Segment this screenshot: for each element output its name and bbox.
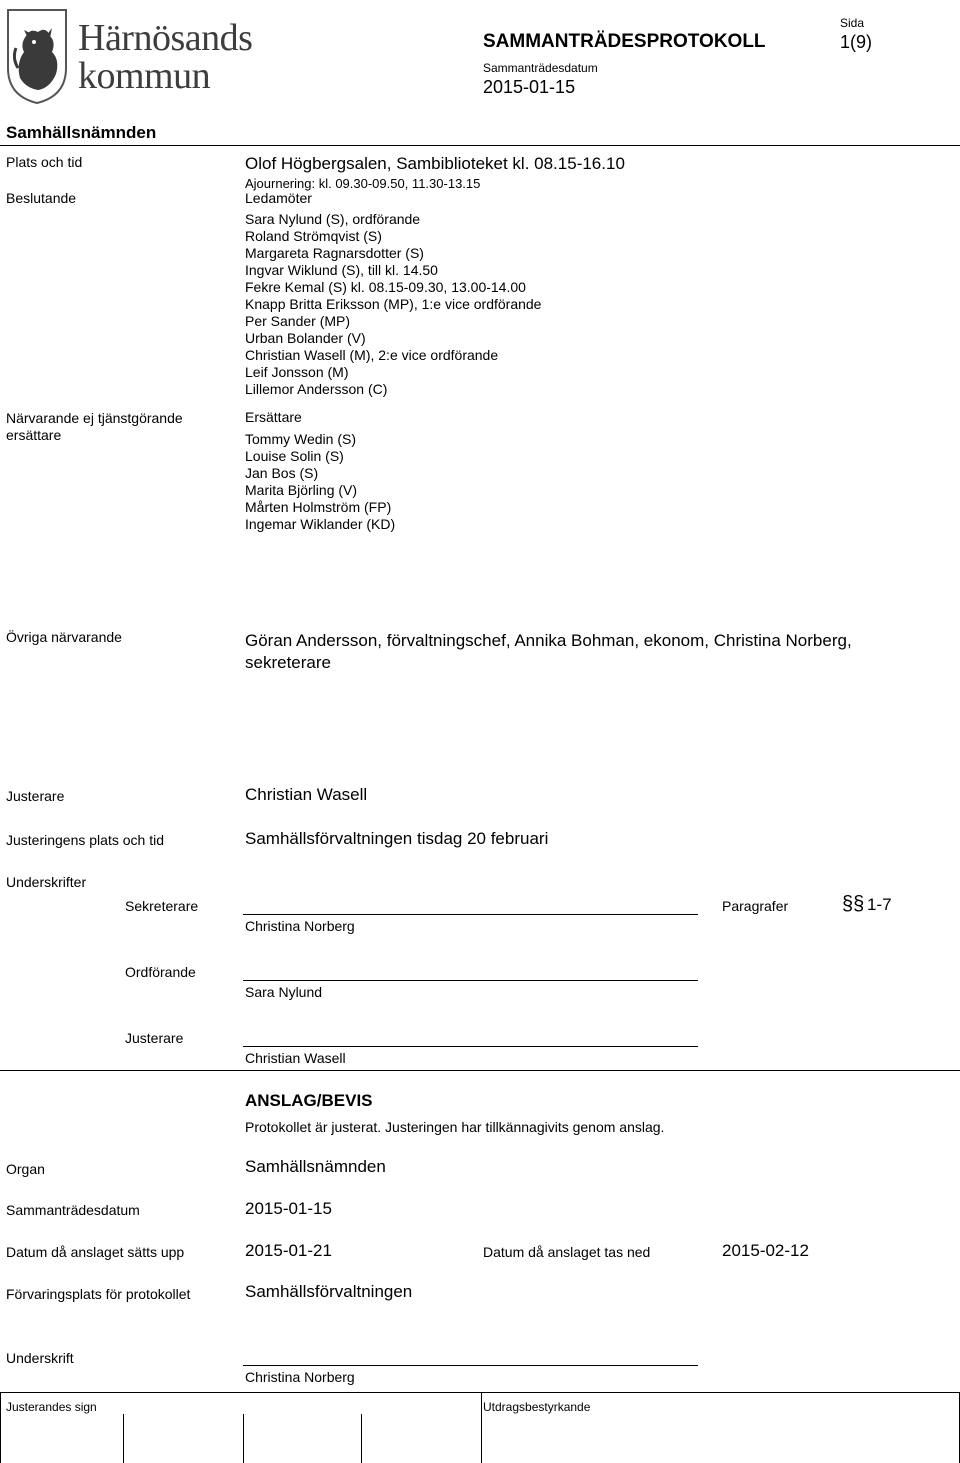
notice-divider — [0, 1070, 960, 1071]
others-line2: sekreterare — [245, 653, 331, 672]
member-item: Fekre Kemal (S) kl. 08.15-09.30, 13.00-14.00 — [245, 279, 526, 295]
adjuster-signature-line — [243, 1046, 698, 1047]
storage-value: Samhällsförvaltningen — [245, 1282, 413, 1301]
notice-text: Protokollet är justerat. Justeringen har tillkännagivits genom anslag. — [245, 1119, 665, 1135]
substitute-item: Mårten Holmström (FP) — [245, 499, 392, 515]
notice-date-label: Sammanträdesdatum — [6, 1202, 140, 1218]
paragraphs-label: Paragrafer — [722, 898, 789, 914]
adjusters-sign-label: Justerandes sign — [6, 1400, 97, 1414]
notice-signature-line — [243, 1365, 698, 1366]
member-item: Knapp Britta Eriksson (MP), 1:e vice ordförande — [245, 296, 542, 312]
sign-box-divider-4 — [361, 1414, 362, 1463]
substitutes-heading: Ersättare — [245, 409, 302, 425]
adjuster-label: Justerare — [6, 788, 65, 804]
members-heading: Ledamöter — [245, 190, 312, 206]
committee-title: Samhällsnämnden — [6, 123, 157, 142]
adjust-place-value: Samhällsförvaltningen tisdag 20 februari — [245, 829, 549, 848]
deciding-label: Beslutande — [6, 190, 77, 206]
substitute-item: Jan Bos (S) — [245, 465, 319, 481]
notice-title: ANSLAG/BEVIS — [245, 1091, 373, 1110]
storage-label: Förvaringsplats för protokollet — [6, 1286, 191, 1302]
signature-label: Underskrift — [6, 1350, 74, 1366]
member-item: Urban Bolander (V) — [245, 330, 366, 346]
sign-box-divider-5 — [481, 1392, 482, 1463]
organ-label: Organ — [6, 1161, 45, 1177]
municipality-logo — [6, 8, 276, 108]
footer-divider — [0, 1392, 960, 1393]
secretary-name: Christina Norberg — [245, 918, 355, 934]
meeting-date-label: Sammanträdesdatum — [483, 61, 598, 75]
chair-label: Ordförande — [125, 964, 196, 980]
secretary-signature-line — [243, 914, 698, 915]
municipality-name-line1: Härnösands — [78, 17, 253, 59]
substitute-item: Louise Solin (S) — [245, 448, 344, 464]
adjuster-sign-name: Christian Wasell — [245, 1050, 346, 1066]
posted-label: Datum då anslaget sätts upp — [6, 1244, 185, 1260]
adjuster-value: Christian Wasell — [245, 785, 368, 804]
member-item: Lillemor Andersson (C) — [245, 381, 388, 397]
signatures-label: Underskrifter — [6, 874, 87, 890]
organ-value: Samhällsnämnden — [245, 1157, 386, 1176]
adjuster-sign-label: Justerare — [125, 1030, 184, 1046]
others-line1: Göran Andersson, förvaltningschef, Annika Bohman, ekonom, Christina Norberg, — [245, 631, 852, 650]
paragraphs-symbol: §§ — [842, 893, 865, 915]
meeting-date: 2015-01-15 — [483, 77, 576, 97]
chair-name: Sara Nylund — [245, 984, 323, 1000]
notice-date-value: 2015-01-15 — [245, 1199, 332, 1218]
substitutes-label — [6, 410, 183, 444]
member-item: Leif Jonsson (M) — [245, 364, 349, 380]
sign-box-divider-3 — [243, 1414, 244, 1463]
member-item: Roland Strömqvist (S) — [245, 228, 382, 244]
substitutes-label-line1: Närvarande ej tjänstgörande — [6, 410, 183, 426]
substitute-item: Marita Björling (V) — [245, 482, 358, 498]
substitutes-label-line2: ersättare — [6, 427, 62, 443]
page-number: 1(9) — [840, 32, 873, 52]
secretary-label: Sekreterare — [125, 898, 199, 914]
sign-box-divider-2 — [123, 1414, 124, 1463]
place-value: Olof Högbergsalen, Sambiblioteket kl. 08.15-16.10 — [245, 154, 625, 173]
member-item: Sara Nylund (S), ordförande — [245, 211, 421, 227]
municipality-name-line2: kommun — [78, 55, 211, 97]
removed-label: Datum då anslaget tas ned — [483, 1244, 651, 1260]
members-list — [245, 211, 541, 398]
place-label: Plats och tid — [6, 154, 83, 170]
member-item: Christian Wasell (M), 2:e vice ordförande — [245, 347, 499, 363]
sign-box-divider-1 — [0, 1392, 1, 1463]
page-label: Sida — [840, 16, 865, 30]
adjournment-text: Ajournering: kl. 09.30-09.50, 11.30-13.15 — [245, 176, 481, 191]
removed-value: 2015-02-12 — [722, 1241, 809, 1260]
header-divider — [0, 145, 960, 146]
member-item: Margareta Ragnarsdotter (S) — [245, 245, 424, 261]
substitute-item: Ingemar Wiklander (KD) — [245, 516, 396, 532]
paragraphs-value: 1-7 — [867, 895, 892, 914]
substitute-item: Tommy Wedin (S) — [245, 431, 356, 447]
signature-name: Christina Norberg — [245, 1369, 355, 1385]
others-label: Övriga närvarande — [6, 629, 122, 645]
coat-of-arms-icon — [6, 8, 68, 104]
others-value — [245, 630, 852, 674]
member-item: Ingvar Wiklund (S), till kl. 14.50 — [245, 262, 438, 278]
substitutes-list — [245, 431, 395, 533]
certification-label: Utdragsbestyrkande — [483, 1400, 591, 1414]
posted-value: 2015-01-21 — [245, 1241, 332, 1260]
chair-signature-line — [243, 980, 698, 981]
member-item: Per Sander (MP) — [245, 313, 351, 329]
adjust-place-label: Justeringens plats och tid — [6, 832, 164, 848]
document-title: SAMMANTRÄDESPROTOKOLL — [483, 31, 766, 52]
